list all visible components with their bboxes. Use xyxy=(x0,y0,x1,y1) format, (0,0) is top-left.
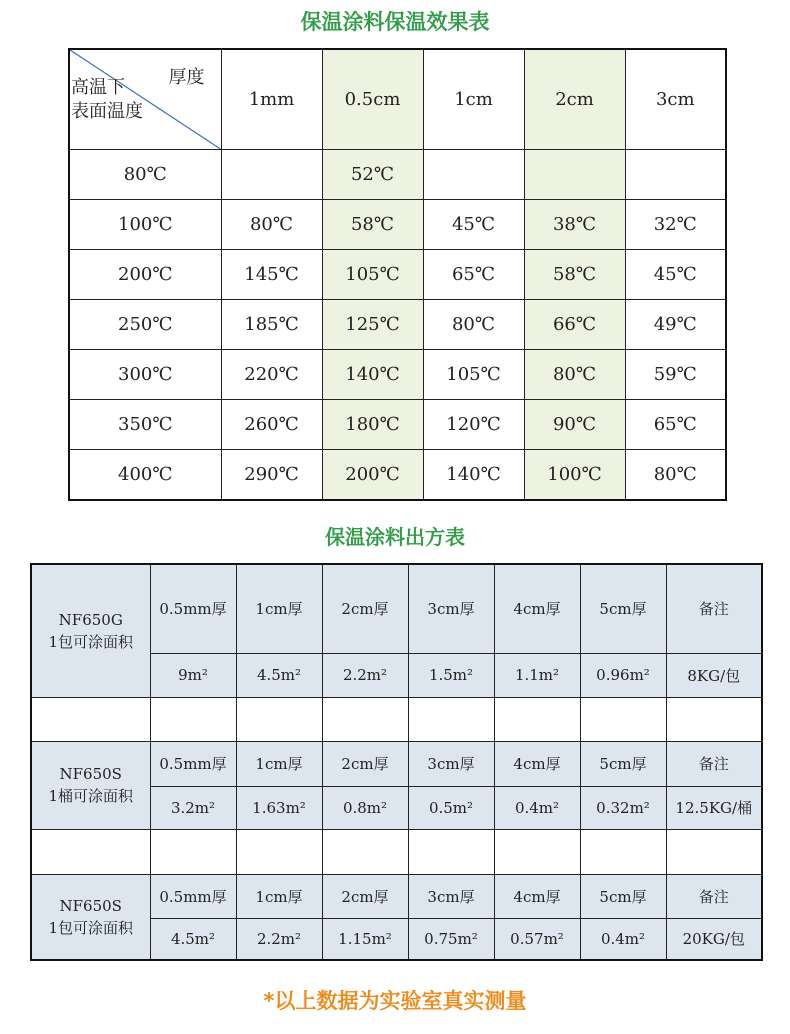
remark-value: 20KG/包 xyxy=(666,918,762,960)
thickness-header: 0.5mm厚 xyxy=(150,564,236,653)
insulation-effect-table xyxy=(68,48,727,501)
table-cell: 59℃ xyxy=(625,350,726,400)
coverage-value: 1.15m² xyxy=(322,918,408,960)
table-cell: 80℃ xyxy=(69,150,221,200)
table-cell: 66℃ xyxy=(524,300,625,350)
table-row xyxy=(69,200,726,250)
table-header-row xyxy=(69,49,726,150)
table-cell: 180℃ xyxy=(322,400,423,450)
thickness-header: 0.5mm厚 xyxy=(150,874,236,918)
remark-value: 12.5KG/桶 xyxy=(666,786,762,829)
table-cell: 120℃ xyxy=(423,400,524,450)
table-cell xyxy=(423,150,524,200)
product-cell xyxy=(31,741,150,829)
coverage-value: 0.57m² xyxy=(494,918,580,960)
thickness-header: 0.5mm厚 xyxy=(150,741,236,786)
thickness-header: 2cm厚 xyxy=(322,874,408,918)
thickness-header: 3cm厚 xyxy=(408,741,494,786)
product-desc: 1桶可涂面积 xyxy=(48,787,134,805)
table-cell: 200℃ xyxy=(69,250,221,300)
footnote: *以上数据为实验室真实测量 xyxy=(263,989,527,1013)
table-row xyxy=(69,450,726,501)
coverage-table xyxy=(30,563,763,961)
spacer-row xyxy=(31,829,762,874)
thickness-header-2cm: 2cm xyxy=(524,49,625,150)
thickness-header: 4cm厚 xyxy=(494,741,580,786)
empty-cell xyxy=(494,697,580,741)
product-code: NF650G xyxy=(58,610,123,629)
thickness-header: 1cm厚 xyxy=(236,564,322,653)
thickness-header: 5cm厚 xyxy=(580,874,666,918)
coverage-value: 2.2m² xyxy=(236,918,322,960)
thickness-header: 2cm厚 xyxy=(322,741,408,786)
table-cell: 185℃ xyxy=(221,300,322,350)
empty-cell xyxy=(494,829,580,874)
table-cell: 105℃ xyxy=(322,250,423,300)
product-desc: 1包可涂面积 xyxy=(48,918,134,937)
product-cell xyxy=(31,564,150,697)
thickness-header: 5cm厚 xyxy=(580,564,666,653)
thickness-header-1mm: 1mm xyxy=(221,49,322,150)
coverage-value: 1.1m² xyxy=(494,653,580,697)
surface-temp-line1: 高温下 xyxy=(71,77,125,98)
table-cell: 80℃ xyxy=(221,200,322,250)
table-cell: 400℃ xyxy=(69,450,221,501)
table-cell: 90℃ xyxy=(524,400,625,450)
table-cell: 105℃ xyxy=(423,350,524,400)
table-row xyxy=(31,564,762,653)
table-cell: 58℃ xyxy=(322,200,423,250)
table-row xyxy=(69,300,726,350)
remark-header: 备注 xyxy=(666,564,762,653)
table-cell: 80℃ xyxy=(625,450,726,501)
table-cell: 100℃ xyxy=(69,200,221,250)
coverage-value: 1.63m² xyxy=(236,786,322,829)
thickness-header: 4cm厚 xyxy=(494,874,580,918)
table-cell: 32℃ xyxy=(625,200,726,250)
thickness-header: 1cm厚 xyxy=(236,874,322,918)
empty-cell xyxy=(580,829,666,874)
table-cell: 250℃ xyxy=(69,300,221,350)
coverage-value: 4.5m² xyxy=(236,653,322,697)
table-cell: 125℃ xyxy=(322,300,423,350)
coverage-value: 4.5m² xyxy=(150,918,236,960)
table-cell: 290℃ xyxy=(221,450,322,501)
table-cell: 38℃ xyxy=(524,200,625,250)
table-cell: 260℃ xyxy=(221,400,322,450)
page-title-heat-effect: 保温涂料保温效果表 xyxy=(300,10,490,34)
thickness-header: 4cm厚 xyxy=(494,564,580,653)
table-cell: 65℃ xyxy=(625,400,726,450)
surface-temp-label xyxy=(71,76,143,124)
page-title-coverage: 保温涂料出方表 xyxy=(325,525,465,549)
table-cell: 145℃ xyxy=(221,250,322,300)
table-cell: 200℃ xyxy=(322,450,423,501)
table-cell: 65℃ xyxy=(423,250,524,300)
coverage-value: 0.5m² xyxy=(408,786,494,829)
table-cell: 80℃ xyxy=(524,350,625,400)
table-cell: 220℃ xyxy=(221,350,322,400)
empty-cell xyxy=(580,697,666,741)
table-cell: 100℃ xyxy=(524,450,625,501)
table-cell xyxy=(221,150,322,200)
coverage-value: 0.96m² xyxy=(580,653,666,697)
empty-cell xyxy=(408,697,494,741)
table-row xyxy=(31,741,762,786)
coverage-value: 0.32m² xyxy=(580,786,666,829)
thickness-header: 2cm厚 xyxy=(322,564,408,653)
product-code: NF650S xyxy=(59,896,122,915)
thickness-header: 3cm厚 xyxy=(408,874,494,918)
table-row xyxy=(31,874,762,918)
empty-cell xyxy=(150,697,236,741)
table-cell: 45℃ xyxy=(625,250,726,300)
thickness-header: 1cm厚 xyxy=(236,741,322,786)
table-cell: 52℃ xyxy=(322,150,423,200)
thickness-label: 厚度 xyxy=(168,67,205,88)
table-row xyxy=(69,250,726,300)
table-cell: 140℃ xyxy=(322,350,423,400)
empty-cell xyxy=(322,829,408,874)
product-desc: 1包可涂面积 xyxy=(48,632,134,651)
table-cell: 80℃ xyxy=(423,300,524,350)
table-cell: 58℃ xyxy=(524,250,625,300)
surface-temp-line2: 表面温度 xyxy=(71,101,143,122)
diagonal-header-cell xyxy=(69,49,221,150)
empty-cell xyxy=(31,829,150,874)
table-row xyxy=(69,350,726,400)
empty-cell xyxy=(666,697,762,741)
table-cell: 350℃ xyxy=(69,400,221,450)
table-cell: 45℃ xyxy=(423,200,524,250)
empty-cell xyxy=(150,829,236,874)
coverage-value: 2.2m² xyxy=(322,653,408,697)
table-row xyxy=(69,150,726,200)
empty-cell xyxy=(666,829,762,874)
empty-cell xyxy=(236,829,322,874)
product-code: NF650S xyxy=(59,765,122,783)
coverage-value: 0.4m² xyxy=(580,918,666,960)
remark-header: 备注 xyxy=(666,741,762,786)
coverage-value: 9m² xyxy=(150,653,236,697)
thickness-header-0.5cm: 0.5cm xyxy=(322,49,423,150)
coverage-value: 3.2m² xyxy=(150,786,236,829)
remark-header: 备注 xyxy=(666,874,762,918)
spacer-row xyxy=(31,697,762,741)
table-row xyxy=(69,400,726,450)
coverage-value: 0.8m² xyxy=(322,786,408,829)
empty-cell xyxy=(408,829,494,874)
thickness-header: 3cm厚 xyxy=(408,564,494,653)
table-cell: 140℃ xyxy=(423,450,524,501)
thickness-header-3cm: 3cm xyxy=(625,49,726,150)
coverage-value: 1.5m² xyxy=(408,653,494,697)
table-cell: 49℃ xyxy=(625,300,726,350)
thickness-header-1cm: 1cm xyxy=(423,49,524,150)
thickness-header: 5cm厚 xyxy=(580,741,666,786)
coverage-value: 0.4m² xyxy=(494,786,580,829)
table-cell xyxy=(625,150,726,200)
table-cell xyxy=(524,150,625,200)
empty-cell xyxy=(31,697,150,741)
remark-value: 8KG/包 xyxy=(666,653,762,697)
table-cell: 300℃ xyxy=(69,350,221,400)
empty-cell xyxy=(322,697,408,741)
empty-cell xyxy=(236,697,322,741)
coverage-value: 0.75m² xyxy=(408,918,494,960)
product-cell xyxy=(31,874,150,960)
